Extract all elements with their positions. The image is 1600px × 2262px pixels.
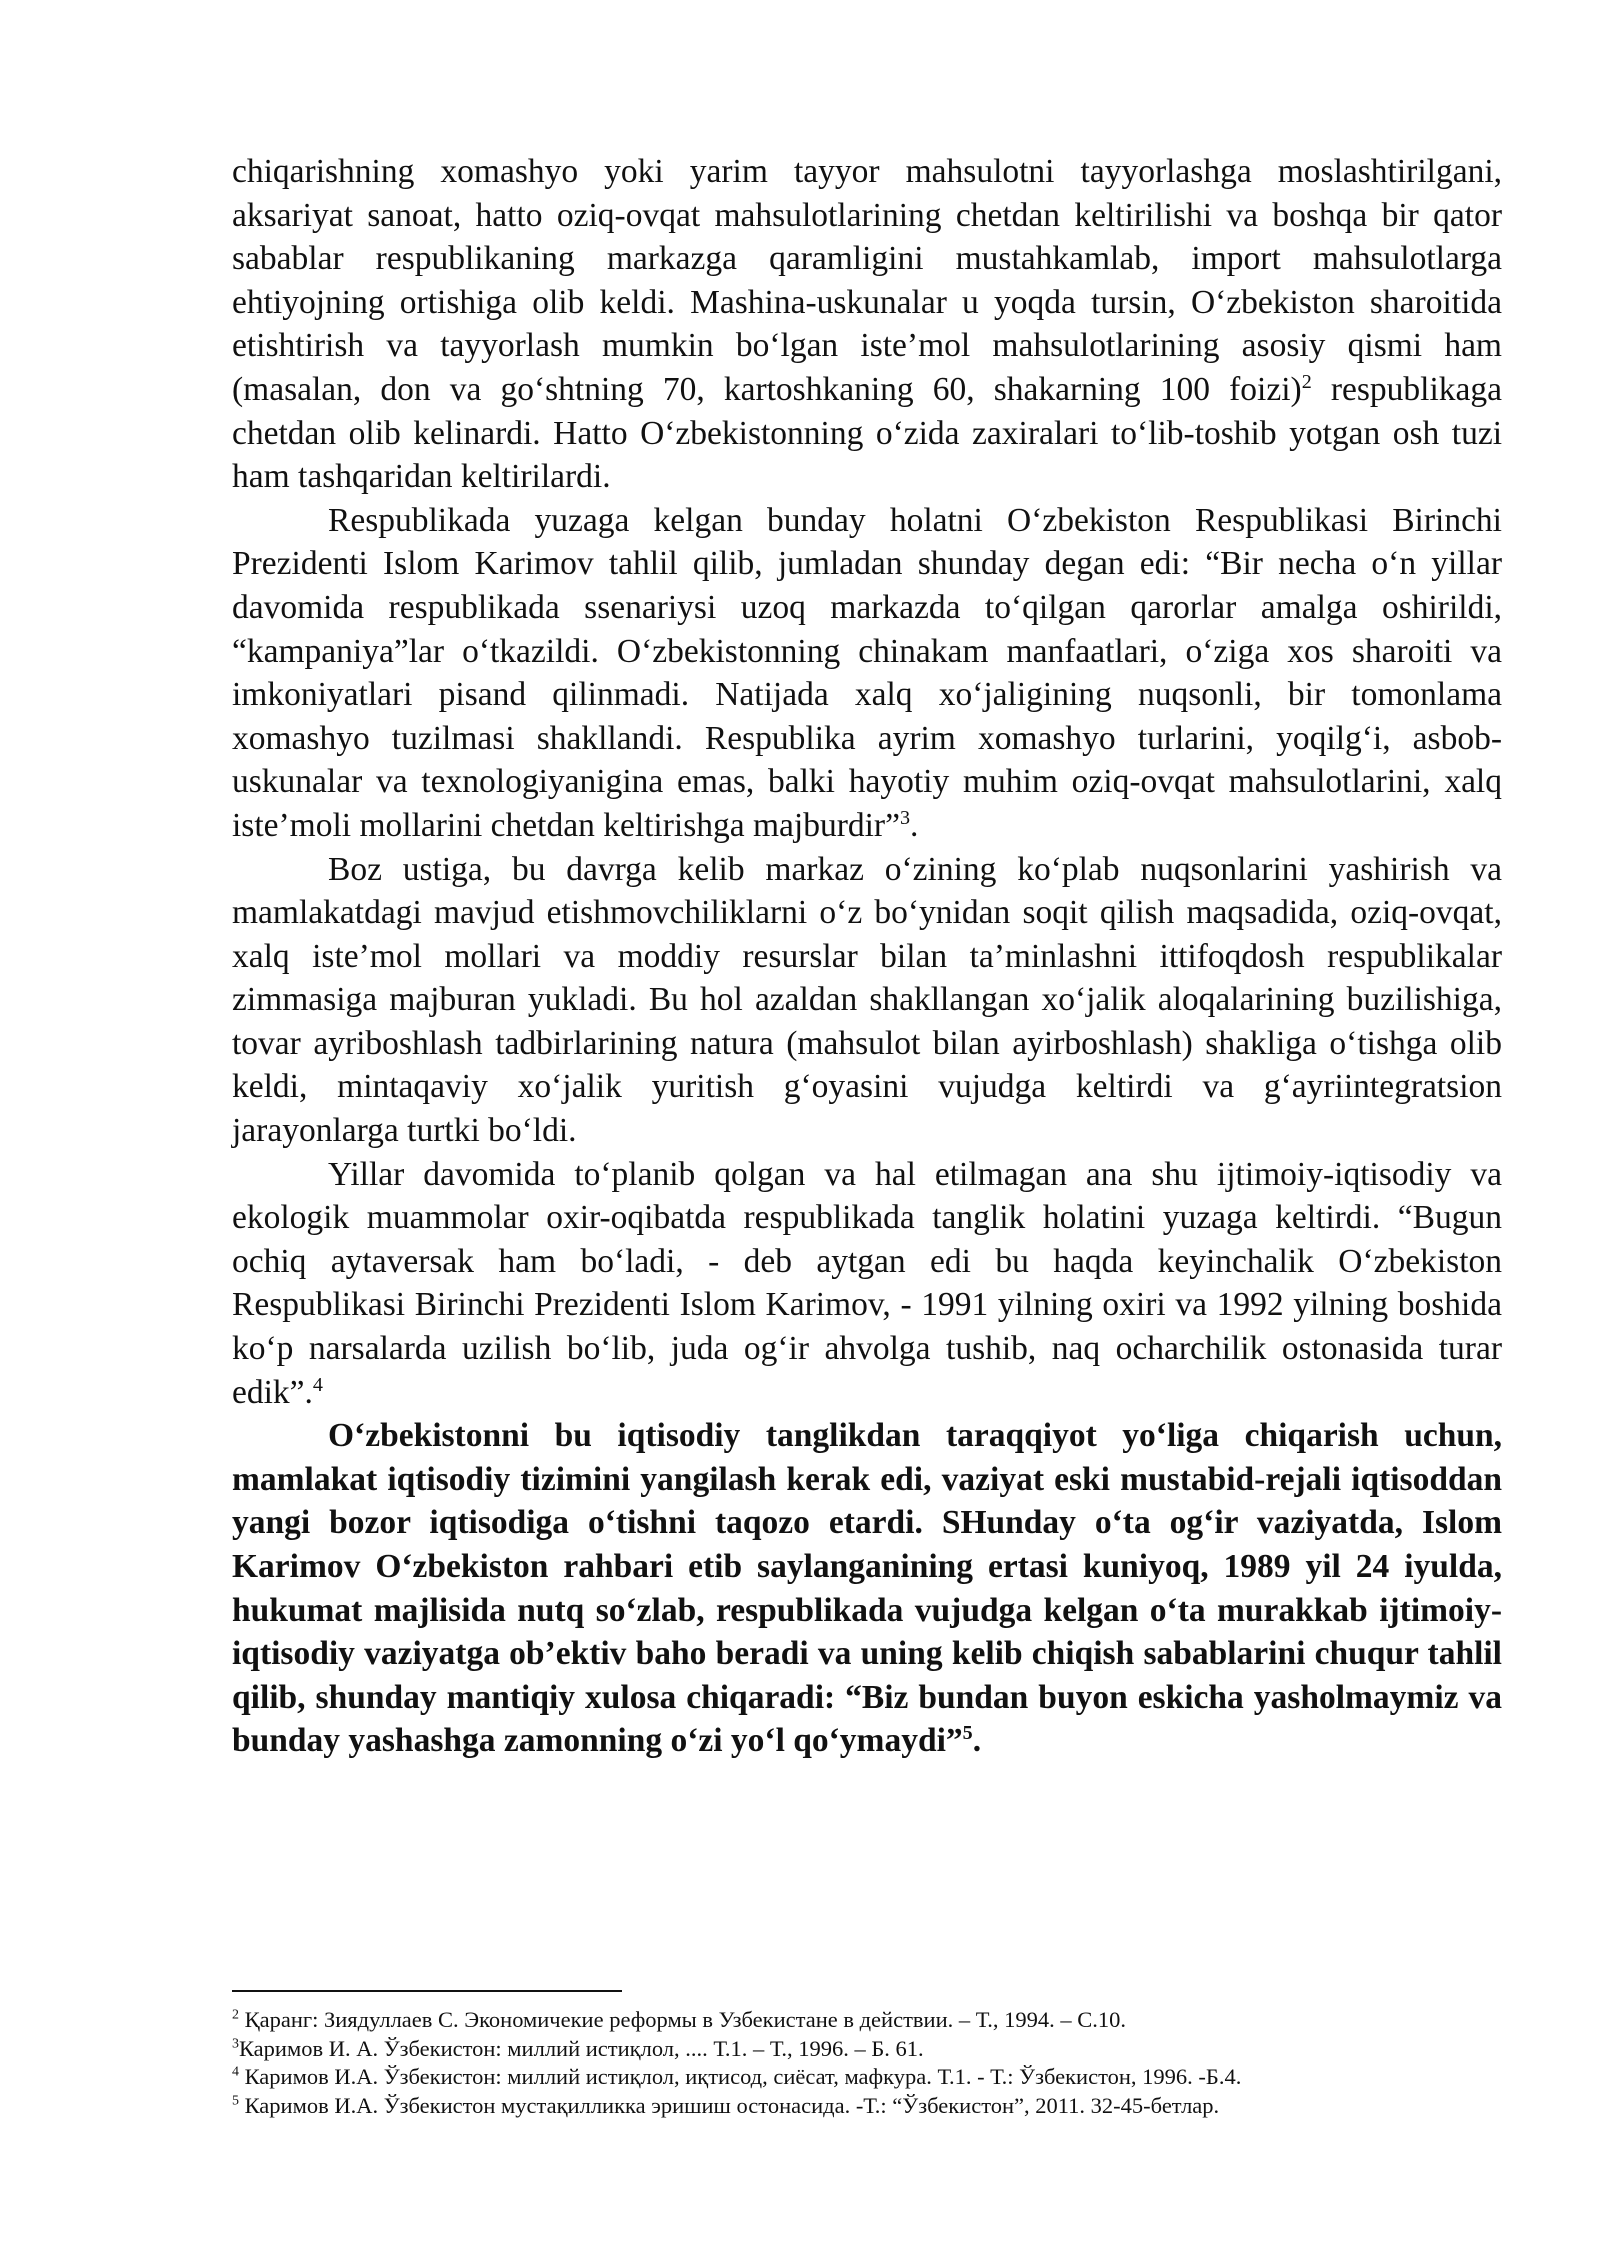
document-page [232,150,1502,1763]
footnote-ref-5: 5 [962,1722,973,1745]
paragraph-3: Boz ustiga, bu davrga kelib markaz o‘zining ko‘plab nuqsonlarini yashirish va mamlakatdagi mavjud etishmovchiliklarni o‘z bo‘ynidan soqit qilish maqsadida, oziq-ovqat, xalq iste’mol mollari va moddiy resurslar bilan ta’minlashni ittifoqdosh respublikalar zimmasiga majburan yukladi. Bu hol azaldan shakllangan xo‘jalik aloqalarining buzilishiga, tovar ayriboshlash tadbirlarining natura (mahsulot bilan ayirboshlash) shakliga o‘tishga olib keldi, mintaqaviy xo‘jalik yuritish g‘oyasini vujudga keltirdi va g‘ayriintegratsion jarayonlarga turtki bo‘ldi. [232,850,1502,1150]
footnote-2: $^2$ Қаранг: Зиядуллаев С. Экономичекие реформы в Узбекистане в действии. – Т., 1994. – С.10. [232,2007,1126,2032]
footnotes [232,2006,1502,2120]
paragraph-1: chiqarishning xomashyo yoki yarim tayyor mahsulotni tayyorlashga moslashtirilgani, aksariyat sanoat, hatto oziq-ovqat mahsulotlarining chetdan keltirilishi va boshqa bir qator sabablar respublikaning markazga qaramligini mustahkamlab, import mahsulotlarga ehtiyojning ortishiga olib keldi. Mashina-uskunalar u yoqda tursin, O‘zbekiston sharoitida etishtirish va tayyorlash mumkin bo‘lgan iste’mol mahsulotlarining asosiy qismi ham (masalan, don va go‘shtning 70, kartoshkaning 60, shakarning 100 foizi)$^2$ respublikaga chetdan olib kelinardi. Hatto O‘zbekistonning o‘zida zaxiralari to‘lib-toshib yotgan osh tuzi ham tashqaridan keltirilardi. [232,153,1502,496]
paragraph-5-bold: O‘zbekistonni bu iqtisodiy tanglikdan taraqqiyot yo‘liga chiqarish uchun, mamlakat iqtisodiy tizimini yangilash kerak edi, vaziyat eski mustabid-rejali iqtisoddan yangi bozor iqtisodiga o‘tishni taqozo etardi. SHunday o‘ta og‘ir vaziyatda, Islom Karimov O‘zbekiston rahbari etib saylanganining ertasi kuniyoq, 1989 yil 24 iyulda, hukumat majlisida nutq so‘zlab, respublikada vujudga kelgan o‘ta murakkab ijtimoiy-iqtisodiy vaziyatga ob’ektiv baho beradi va uning kelib chiqish sabablarini chuqur tahlil qilib, shunday mantiqiy xulosa chiqaradi: “Biz bundan buyon eskicha yasholmaymiz va bunday yashashga zamonning o‘zi yo‘l qo‘ymaydi”$^5$. [232,1417,1502,1760]
footnote-5: $^5$ Каримов И.А. Ўзбекистон мустақилликка эришиш остонасида. -Т.: “Ўзбекистон”, 2011. 32-45-бетлар. [232,2092,1220,2118]
footnote-ref-4: 4 [312,1373,323,1396]
footnote-3: $^3$Каримов И. А. Ўзбекистон: миллий истиқлол, .... Т.1. – Т., 1996. – Б. 61. [232,2035,924,2061]
footnote-separator [232,1990,622,1992]
paragraph-2: Respublikada yuzaga kelgan bunday holatni O‘zbekiston Respublikasi Birinchi Prezidenti Islom Karimov tahlil qilib, jumladan shunday degan edi: “Bir necha o‘n yillar davomida respublikada ssenariysi uzoq markazda to‘qilgan qarorlar amalga oshirildi, “kampaniya”lar o‘tkazildi. O‘zbekistonning chinakam manfaatlari, o‘ziga xos sharoiti va imkoniyatlari pisand qilinmadi. Natijada xalq xo‘jaligining nuqsonli, bir tomonlama xomashyo tuzilmasi shakllandi. Respublika ayrim xomashyo turlarini, yoqilg‘i, asbob-uskunalar va texnologiyanigina emas, balki hayotiy muhim oziq-ovqat mahsulotlarini, xalq iste’moli mollarini chetdan keltirishga majburdir”$^3$. [232,501,1502,844]
paragraph-4: Yillar davomida to‘planib qolgan va hal etilmagan ana shu ijtimoiy-iqtisodiy va ekologik muammolar oxir-oqibatda respublikada tanglik holatini yuzaga keltirdi. “Bugun ochiq aytaversak ham bo‘ladi, - deb aytgan edi bu haqda keyinchalik O‘zbekiston Respublikasi Birinchi Prezidenti Islom Karimov, - 1991 yilning oxiri va 1992 yilning boshida ko‘p narsalarda uzilish bo‘lib, juda og‘ir ahvolga tushib, naq ocharchilik ostonasida turar edik”.$^4$ [232,1155,1502,1411]
footnote-4: $^4$ Каримов И.А. Ўзбекистон: миллий истиқлол, иқтисод, сиёсат, мафкура. Т.1. - Т.: Ўзбекистон, 1996. -Б.4. [232,2064,1242,2090]
footnote-ref-2: 2 [1301,370,1312,393]
main-text [232,150,1502,1763]
footnote-ref-3: 3 [899,806,911,829]
